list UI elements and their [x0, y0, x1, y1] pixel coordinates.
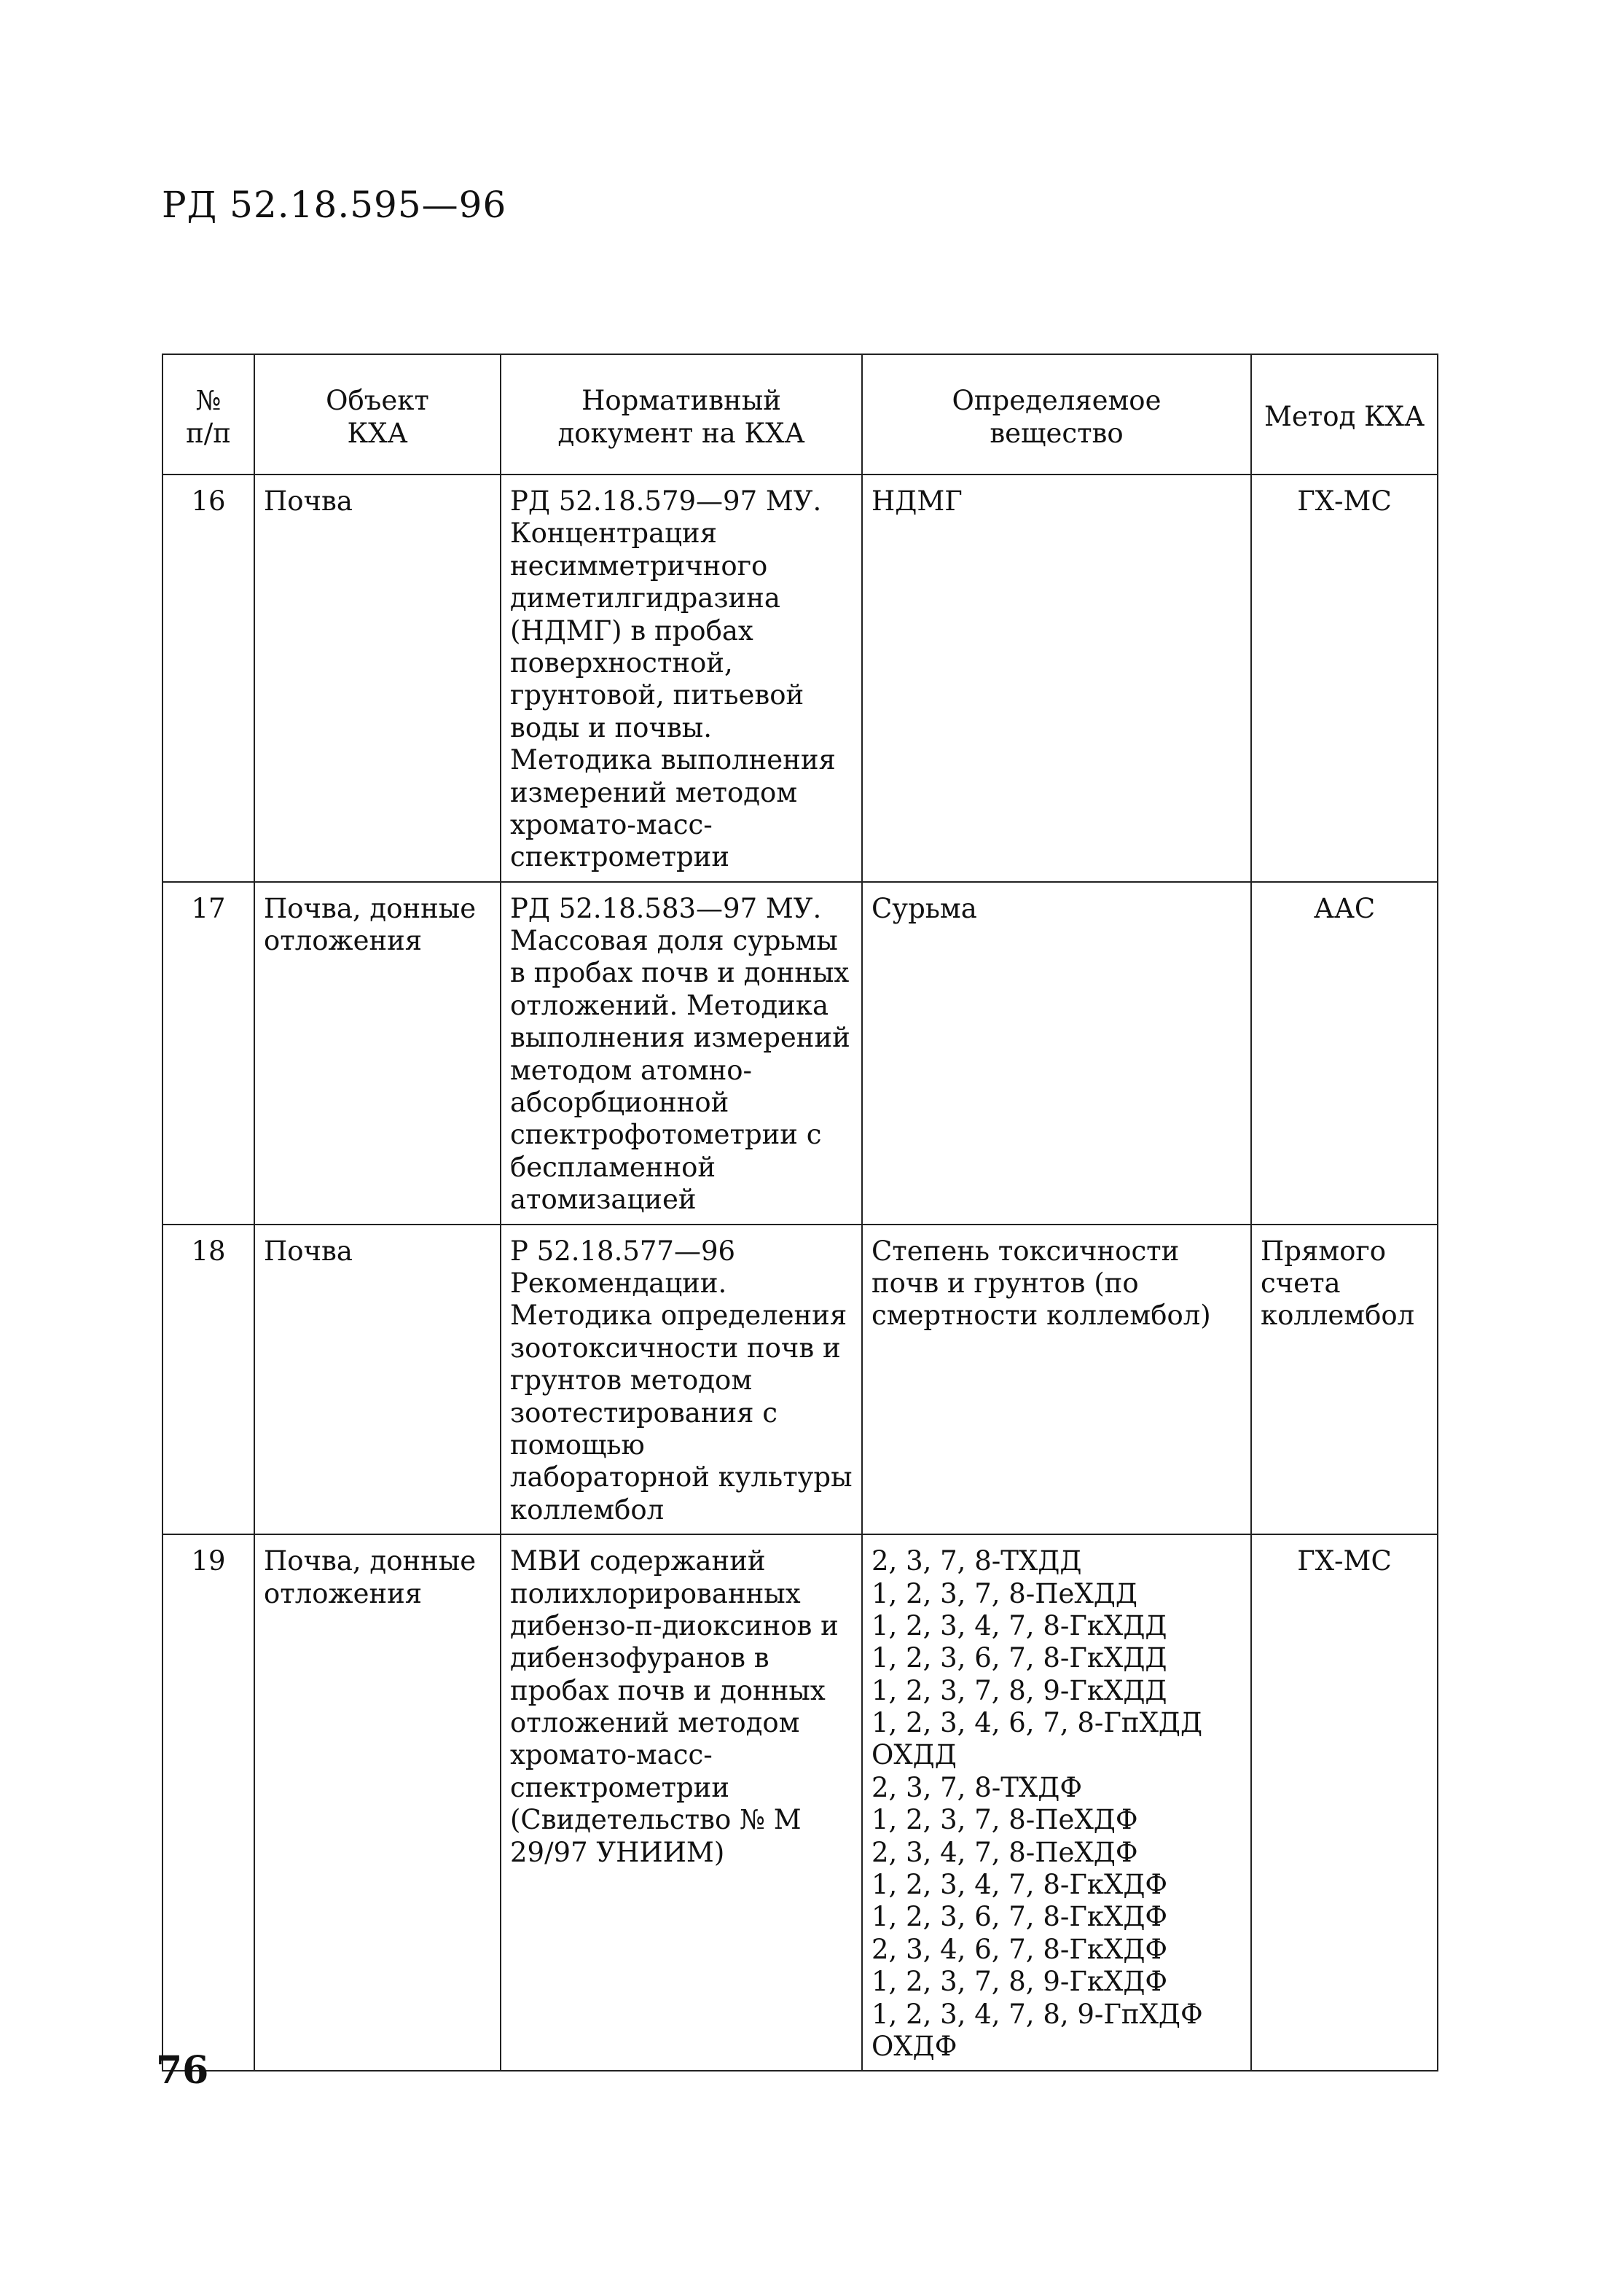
row-num: 16: [162, 475, 254, 882]
header-object-line1: Объект: [326, 385, 429, 417]
header-substance-line2: вещество: [990, 417, 1124, 449]
table-row: [162, 475, 1438, 882]
header-num-line2: п/п: [186, 417, 231, 449]
row-object: Почва: [254, 475, 501, 882]
header-object: [254, 354, 501, 475]
row-num: 18: [162, 1225, 254, 1535]
row-method: ГХ-МС: [1251, 475, 1438, 882]
header-doc-line2: документ на КХА: [557, 417, 805, 449]
row-object: Почва, донные отложения: [254, 882, 501, 1225]
header-substance: [862, 354, 1251, 475]
table-header-row: [162, 354, 1438, 475]
row-object: Почва: [254, 1225, 501, 1535]
row-method: ГХ-МС: [1251, 1534, 1438, 2071]
header-doc-line1: Нормативный: [581, 385, 781, 417]
row-document: Р 52.18.577—96 Рекомендации. Методика определения зоотоксичности почв и грунтов методом зоотестирования с помощью лабораторной культуры коллембол: [501, 1225, 862, 1535]
header-substance-line1: Определяемое: [952, 385, 1162, 417]
methods-table: [162, 354, 1438, 2072]
header-method: Метод КХА: [1251, 354, 1438, 475]
row-document: МВИ содержаний полихлорированных дибензо-п-диоксинов и дибензофуранов в пробах почв и донных отложений методом хромато-масс-спектрометрии (Свидетельство № М 29/97 УНИИМ): [501, 1534, 862, 2071]
row-object: Почва, донные отложения: [254, 1534, 501, 2071]
table-row: [162, 1534, 1438, 2071]
row-method: Прямого счета коллембол: [1251, 1225, 1438, 1535]
header-num-line1: №: [195, 385, 222, 417]
row-substance: 2, 3, 7, 8-ТХДД 1, 2, 3, 7, 8-ПеХДД 1, 2, 3, 4, 7, 8-ГкХДД 1, 2, 3, 6, 7, 8-ГкХДД 1, 2, 3, 7, 8, 9-ГкХДД 1, 2, 3, 4, 6, 7, 8-ГпХДД ОХДД 2, 3, 7, 8-ТХДФ 1, 2, 3, 7, 8-ПеХДФ 2, 3, 4, 7, 8-ПеХДФ 1, 2, 3, 4, 7, 8-ГкХДФ 1, 2, 3, 6, 7, 8-ГкХДФ 2, 3, 4, 6, 7, 8-ГкХДФ 1, 2, 3, 7, 8, 9-ГкХДФ 1, 2, 3, 4, 7, 8, 9-ГпХДФ ОХДФ: [862, 1534, 1251, 2071]
row-substance: Сурьма: [862, 882, 1251, 1225]
header-object-line2: КХА: [347, 417, 408, 449]
page-number: 76: [156, 2048, 209, 2093]
row-num: 19: [162, 1534, 254, 2071]
document-code: РД 52.18.595—96: [162, 184, 507, 226]
header-document: [501, 354, 862, 475]
header-num: [162, 354, 254, 475]
row-method: ААС: [1251, 882, 1438, 1225]
table-row: [162, 1225, 1438, 1535]
row-substance: Степень токсичности почв и грунтов (по смертности коллембол): [862, 1225, 1251, 1535]
row-document: РД 52.18.579—97 МУ. Концентрация несимметричного диметилгидразина (НДМГ) в пробах поверхностной, грунтовой, питьевой воды и почвы. Методика выполнения измерений методом хромато-масс-спектрометрии: [501, 475, 862, 882]
table-row: [162, 882, 1438, 1225]
row-num: 17: [162, 882, 254, 1225]
row-substance: НДМГ: [862, 475, 1251, 882]
row-document: РД 52.18.583—97 МУ. Массовая доля сурьмы в пробах почв и донных отложений. Методика выполнения измерений методом атомно-абсорбционной спектрофотометрии с беспламенной атомизацией: [501, 882, 862, 1225]
